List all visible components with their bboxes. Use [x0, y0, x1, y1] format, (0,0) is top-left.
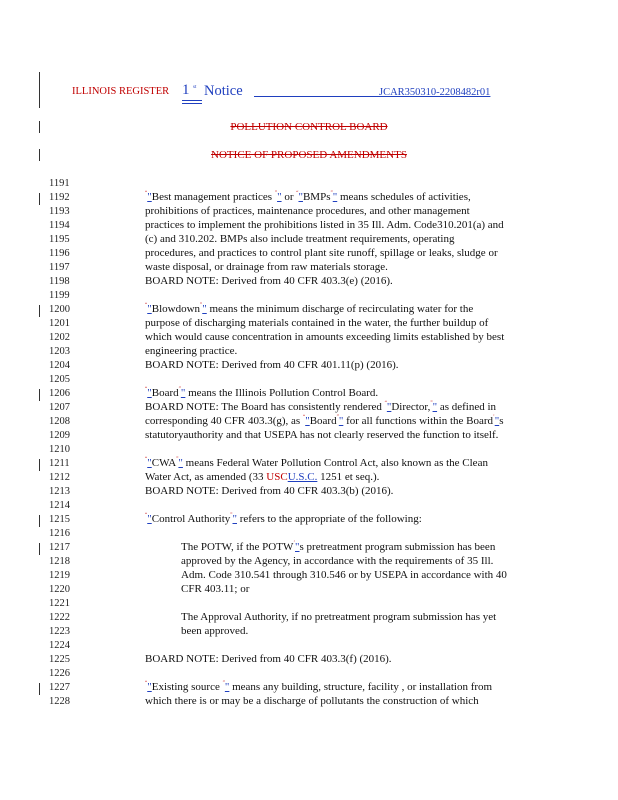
line-number: 1224	[49, 640, 70, 651]
line-number: 1199	[49, 290, 70, 301]
line-number: 1213	[49, 486, 70, 497]
line-number: 1206	[49, 388, 70, 399]
bmp-line-4: (c) and 310.202. BMPs also include treatment requirements, operating	[145, 233, 455, 245]
board-line-3: corresponding 40 CFR 403.3(g), as “"Board”" for all functions within the Board’"s	[145, 415, 504, 427]
line-number: 1201	[49, 318, 70, 329]
header-double-underline	[182, 100, 202, 104]
change-bar	[39, 72, 40, 108]
change-bar	[39, 149, 40, 161]
register-label: ILLINOIS REGISTER	[72, 86, 170, 97]
bmp-line-2: prohibitions of practices, maintenance procedures, and other management	[145, 205, 470, 217]
line-number: 1194	[49, 220, 70, 231]
control-authority-a-line-1: The POTW, if the POTW’"s pretreatment program submission has been	[181, 541, 496, 553]
board-line-2: BOARD NOTE: The Board has consistently rendered “"Director,”" as defined in	[145, 401, 497, 413]
line-number: 1217	[49, 542, 70, 553]
blowdown-board-note: BOARD NOTE: Derived from 40 CFR 401.11(p) (2016).	[145, 359, 399, 371]
blowdown-line-2: purpose of discharging materials contained in the water, the further buildup of	[145, 317, 489, 329]
line-number: 1214	[49, 500, 70, 511]
line-number: 1200	[49, 304, 70, 315]
inserted-text: U.S.C.	[287, 471, 318, 483]
line-number: 1223	[49, 626, 70, 637]
page-header	[72, 82, 512, 112]
blowdown-line-4: engineering practice.	[145, 345, 238, 357]
line-number: 1227	[49, 682, 70, 693]
bmp-board-note: BOARD NOTE: Derived from 40 CFR 403.3(e) (2016).	[145, 275, 393, 287]
line-number: 1208	[49, 416, 70, 427]
change-bar	[39, 305, 40, 317]
line-number: 1220	[49, 584, 70, 595]
bmp-line-1: “"Best management practices ”" or “"BMPs”" means schedules of activities,	[145, 191, 471, 203]
issue-number: 1	[182, 82, 190, 98]
line-number: 1191	[49, 178, 70, 189]
line-number: 1196	[49, 248, 70, 259]
control-authority-a-line-3: Adm. Code 310.541 through 310.546 or by USEPA in accordance with 40	[181, 569, 507, 581]
existing-source-line-1: “"Existing source ”" means any building, structure, facility , or installation from	[145, 681, 493, 693]
bmp-line-3: practices to implement the prohibitions listed in 35 Ill. Adm. Code310.201(a) and	[145, 219, 504, 231]
line-number: 1225	[49, 654, 70, 665]
board-title: POLLUTION CONTROL BOARD	[230, 121, 388, 133]
line-number: 1207	[49, 402, 70, 413]
cwa-line-2: Water Act, as amended (33 USCU.S.C. 1251 et seq.).	[145, 471, 380, 483]
line-number: 1195	[49, 234, 70, 245]
line-number: 1209	[49, 430, 70, 441]
line-number: 1197	[49, 262, 70, 273]
notice-label: Notice	[204, 83, 243, 99]
line-number: 1192	[49, 192, 70, 203]
line-number: 1210	[49, 444, 70, 455]
header-underline	[254, 96, 379, 97]
line-number: 1221	[49, 598, 70, 609]
change-bar	[39, 543, 40, 555]
change-bar	[39, 121, 40, 133]
document-code: JCAR350310-2208482r01	[379, 87, 491, 98]
line-number: 1193	[49, 206, 70, 217]
control-authority-a-line-4: CFR 403.11; or	[181, 583, 250, 595]
line-number: 1204	[49, 360, 70, 371]
control-authority-board-note: BOARD NOTE: Derived from 40 CFR 403.3(f) (2016).	[145, 653, 392, 665]
line-number: 1228	[49, 696, 70, 707]
line-number: 1226	[49, 668, 70, 679]
bmp-line-5: procedures, and practices to control plant site runoff, spillage or leaks, sludge or	[145, 247, 498, 259]
blowdown-line-3: which would cause concentration in amounts exceeding limits established by best	[145, 331, 505, 343]
line-number: 1218	[49, 556, 70, 567]
blowdown-line-1: “"Blowdown”" means the minimum discharge of recirculating water for the	[145, 303, 474, 315]
line-number: 1215	[49, 514, 70, 525]
board-line-1: “"Board”" means the Illinois Pollution Control Board.	[145, 387, 379, 399]
control-authority-b-line-1: The Approval Authority, if no pretreatment program submission has yet	[181, 611, 497, 623]
line-number: 1205	[49, 374, 70, 385]
line-number: 1212	[49, 472, 70, 483]
line-number: 1222	[49, 612, 70, 623]
control-authority-line-1: “"Control Authority”" refers to the appropriate of the following:	[145, 513, 422, 525]
line-number: 1203	[49, 346, 70, 357]
change-bar	[39, 193, 40, 205]
cwa-line-1: “"CWA”" means Federal Water Pollution Control Act, also known as the Clean	[145, 457, 488, 469]
control-authority-a-line-2: approved by the Agency, in accordance with the requirements of 35 Ill.	[181, 555, 494, 567]
issue-suffix: st	[193, 85, 197, 90]
control-authority-b-line-2: been approved.	[181, 625, 249, 637]
change-bar	[39, 459, 40, 471]
line-number: 1219	[49, 570, 70, 581]
existing-source-line-2: which there is or may be a discharge of pollutants the construction of which	[145, 695, 479, 707]
deleted-text: USC	[266, 471, 288, 483]
line-number: 1211	[49, 458, 70, 469]
change-bar	[39, 515, 40, 527]
change-bar	[39, 683, 40, 695]
board-line-4: statutoryauthority and that USEPA has not clearly reserved the function to itself.	[145, 429, 499, 441]
line-number: 1198	[49, 276, 70, 287]
line-number: 1202	[49, 332, 70, 343]
bmp-line-6: waste disposal, or drainage from raw materials storage.	[145, 261, 388, 273]
line-number: 1216	[49, 528, 70, 539]
notice-title: NOTICE OF PROPOSED AMENDMENTS	[211, 149, 407, 161]
cwa-board-note: BOARD NOTE: Derived from 40 CFR 403.3(b) (2016).	[145, 485, 394, 497]
change-bar	[39, 389, 40, 401]
